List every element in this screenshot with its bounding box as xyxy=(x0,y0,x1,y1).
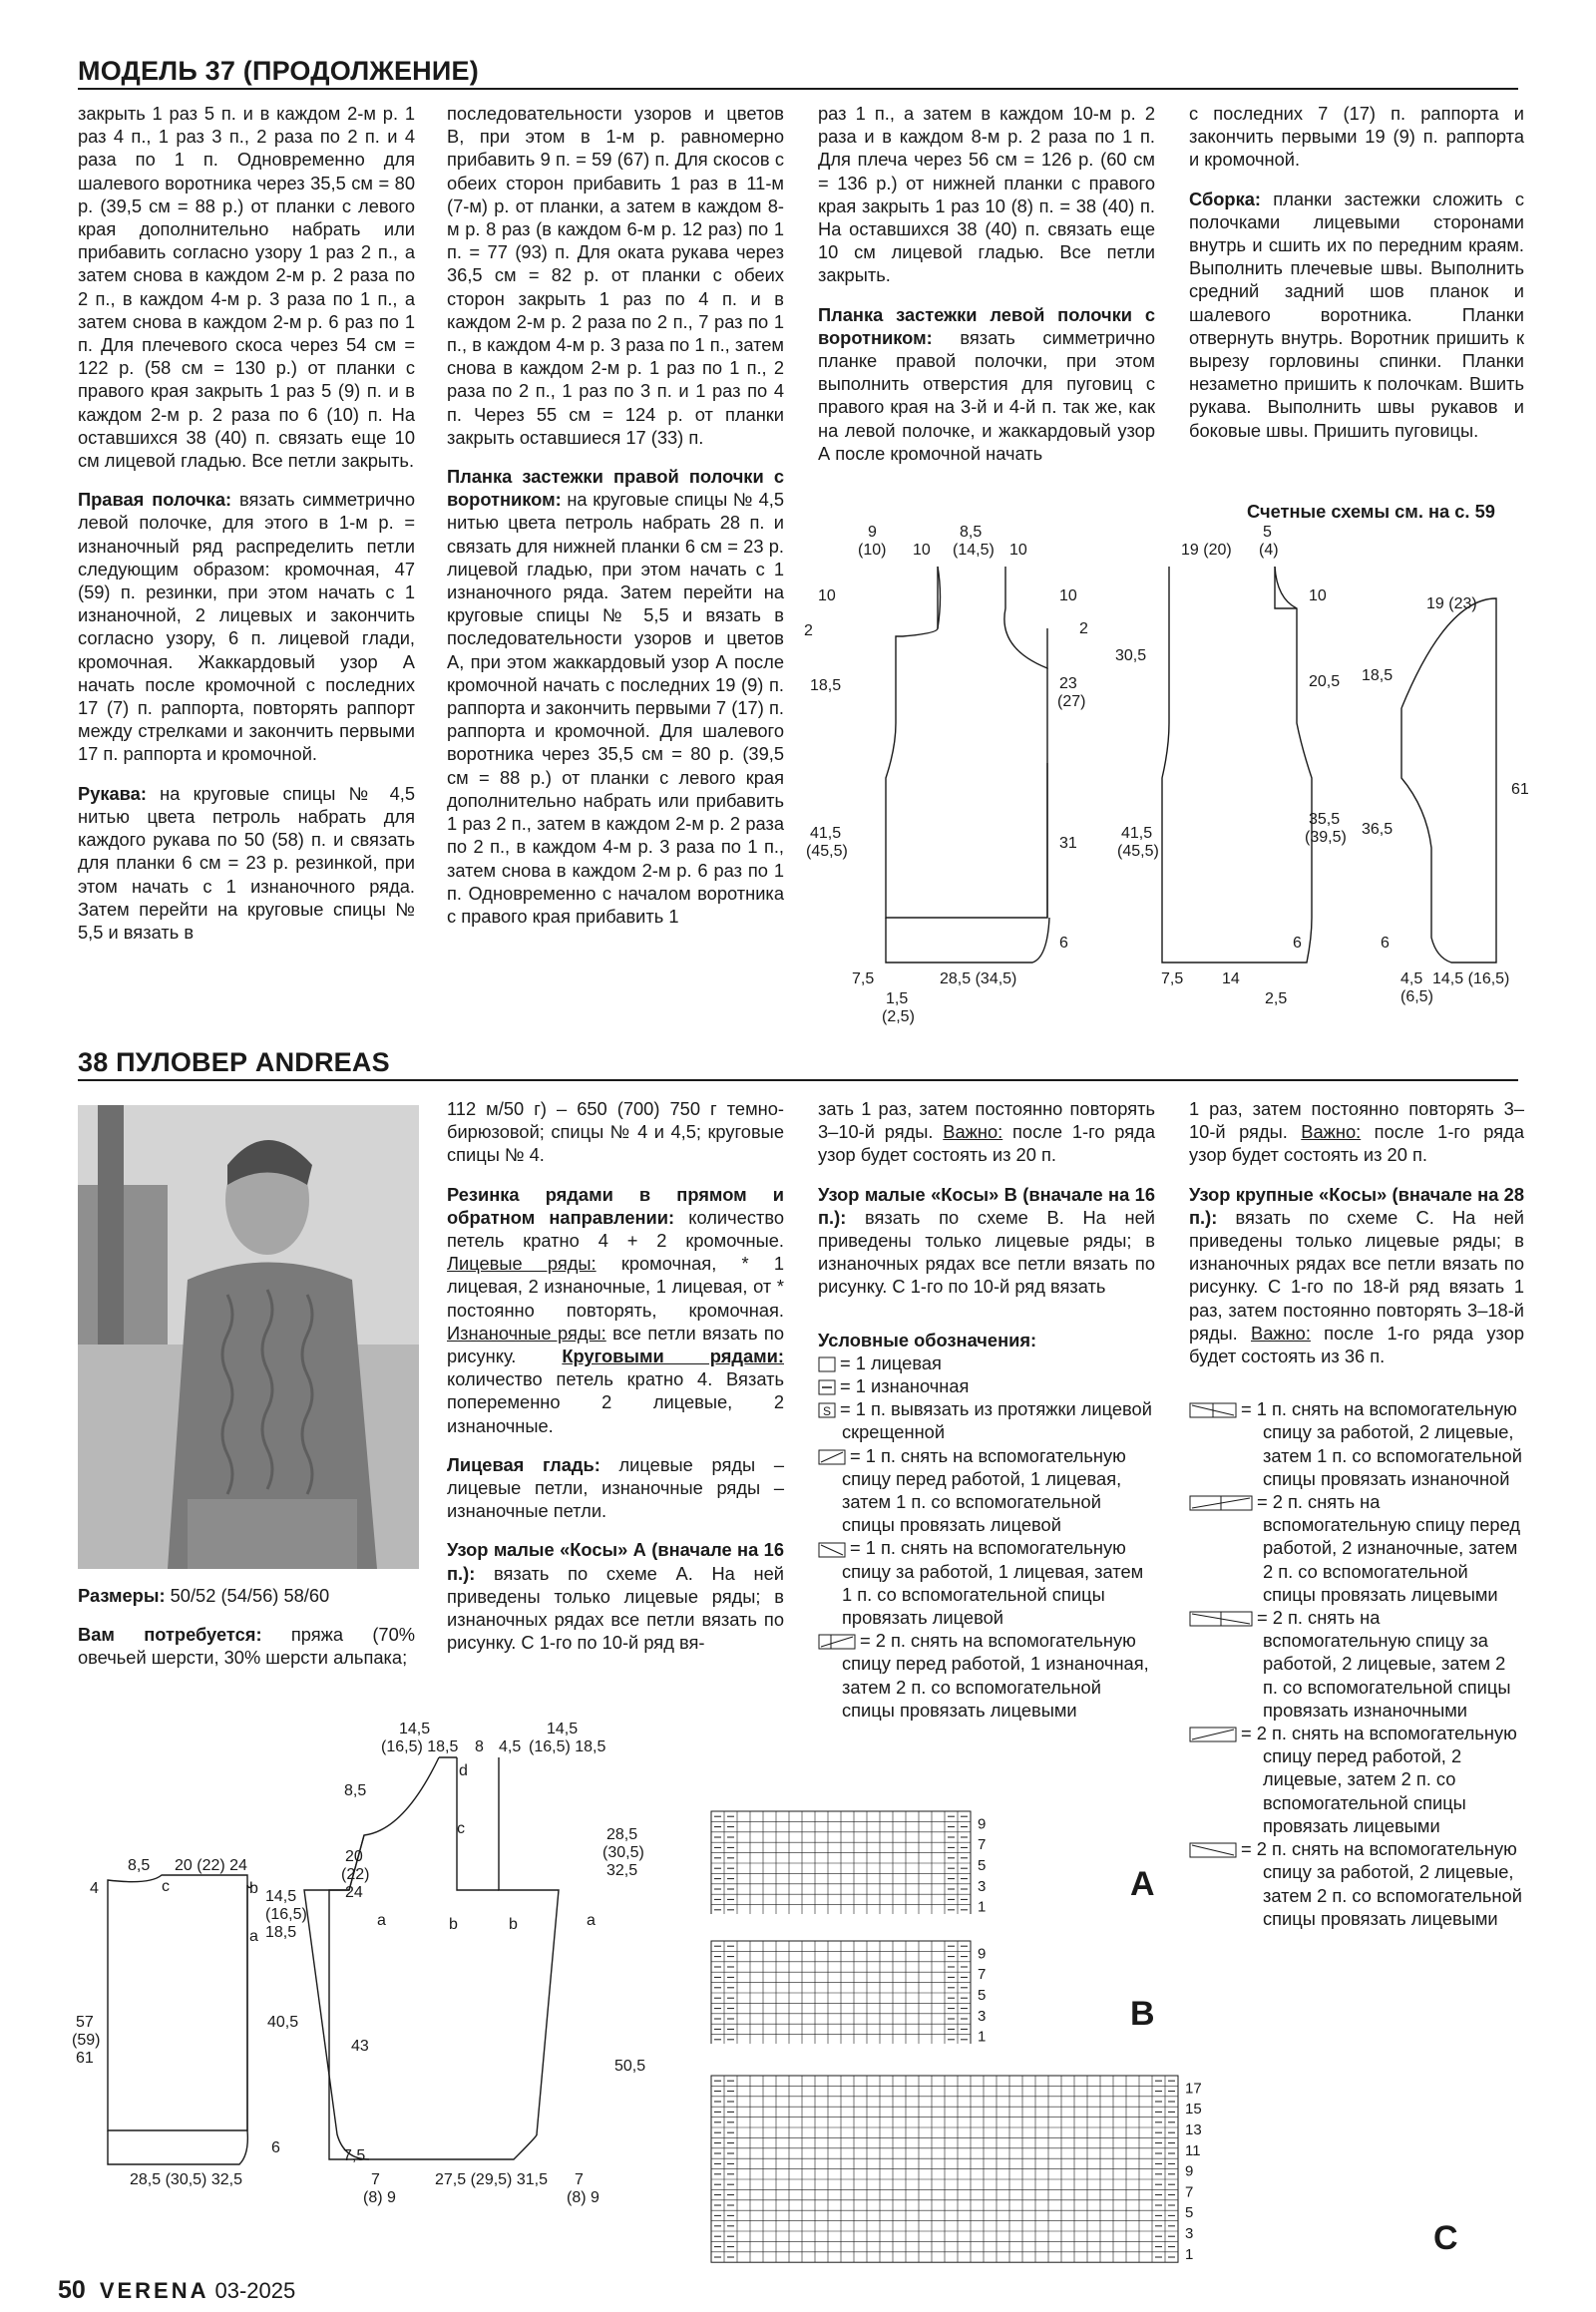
dim-label: (8) 9 xyxy=(567,2189,599,2206)
dim-label: (10) xyxy=(858,542,887,559)
chart-row-number: 1 xyxy=(978,2028,987,2044)
chart-row-number: 9 xyxy=(978,1945,987,1963)
paragraph xyxy=(78,1623,415,1669)
heading: Узор малые «Косы» В (вначале на 16 п.): xyxy=(818,1183,1155,1228)
dim-label: 19 (20) xyxy=(1181,542,1232,559)
issue-number: 03-2025 xyxy=(214,2278,296,2303)
text: пряжа (70% овечьей шерсти, 30% шерсти альпака; xyxy=(78,1624,415,1669)
svg-text:S: S xyxy=(823,1404,832,1419)
paragraph xyxy=(447,1183,784,1437)
legend-text: = 2 п. снять на вспомогательную спицу перед работой, 2 изнаночные, затем 2 п. со вспомогательной спицы провязать лицевыми xyxy=(1257,1491,1521,1605)
dim-label: 50,5 xyxy=(614,2058,646,2075)
legend-item xyxy=(1189,1397,1524,1490)
dim-label: 40,5 xyxy=(267,2014,299,2031)
underlined-text: Важно: xyxy=(1301,1121,1362,1143)
dim-label: 10 xyxy=(1009,542,1027,559)
text: после 1-го ряда узор будет состоять из 20 п. xyxy=(818,1121,1155,1166)
twisted-stitch-symbol-icon xyxy=(818,1402,836,1418)
dim-label: 9 xyxy=(868,524,877,541)
legend-item xyxy=(1189,1722,1524,1837)
dim-label: 2,5 xyxy=(1265,990,1288,1007)
chart-row-number: 9 xyxy=(978,1815,987,1833)
paragraph xyxy=(78,782,415,944)
chart-row-number: 5 xyxy=(978,1987,987,2004)
chart-b-grid xyxy=(710,1940,1129,2044)
cable-3st-symbol-icon xyxy=(818,1634,856,1650)
heading: Узор малые «Косы» А (вначале на 16 п.): xyxy=(447,1539,784,1584)
heading: Правая полочка: xyxy=(78,489,232,511)
dim-label: 23 xyxy=(1059,675,1077,692)
legend-item xyxy=(818,1397,1155,1443)
dim-label: (4) xyxy=(1259,542,1279,559)
dim-label: 36,5 xyxy=(1362,821,1394,838)
shape-point-a: a xyxy=(587,1912,596,1929)
legend-text: = 1 п. снять на вспомогательную спицу за работой, 2 лицевые, затем 1 п. со вспомогательной спицы провязать изнаночной xyxy=(1241,1398,1522,1489)
model-photo xyxy=(78,1105,419,1569)
text: планки застежки сложить с полочками лицевыми сторонами внутрь и сшить их по передним краям. Выполнить плечевые швы. Выполнить средний задний шов планок и шалевого воротника. Планки отвернуть внутрь. Воротник пришить к вырезу горловины спинки. Планки незаметно пришить к полочкам. Вшить рукава. Выполнить швы рукавов и боковые швы. Пришить пуговицы. xyxy=(1189,188,1524,441)
paragraph: последовательности узоров и цветов В, при этом в 1-м р. равномерно прибавить 9 п. = 59 (67) п. Для скосов с обеих сторон прибавить 1 раз в 11-м (7-м) р. от планки, а затем в каждом 8-м р. 8 раз (в каждом 6-м р. 12 раз) по 1 п. = 77 (93) п. Для оката рукава через 36,5 см = 82 р. от планки с обеих сторон закрыть 1 раз по 4 п. и в каждом 2-м р. 2 раза по 2 п., 7 раз по 1 п., в каждом 4-м р. 3 раза по 1 п., затем снова в каждом 2-м р. 1 раз по 1 п., 2 раза по 2 п., 1 раз по 3 п. и 1 раз по 4 п. Через 55 см = 124 р. от планки закрыть оставшиеся 17 (33) п. xyxy=(447,103,784,448)
paragraph xyxy=(818,1097,1155,1167)
photo-illustration xyxy=(78,1105,419,1569)
s2-column-1 xyxy=(78,1584,415,1686)
dim-label: 8,5 xyxy=(960,524,983,541)
page-number: 50 xyxy=(58,2276,86,2304)
dim-label: 14,5 xyxy=(547,1721,579,1737)
dim-label: 41,5 xyxy=(1121,825,1153,842)
legend-text: = 1 лицевая xyxy=(840,1351,942,1373)
dim-label: 6 xyxy=(1293,935,1302,952)
legend-text: = 1 п. снять на вспомогательную спицу перед работой, 1 лицевая, затем 1 п. со вспомогательной спицы провязать лицевой xyxy=(842,1444,1126,1536)
text: на круговые спицы № 4,5 нитью цвета петроль набрать 28 п. и связать для нижней планки 6 см = 23 р. лицевой гладью, при этом начать с 1 изнаночного ряда. Затем перейти на круговые спицы № 5,5 и вязать в последовательности узоров и цветов А, при этом жаккардовый узор А после кромочной начать с последних 19 (9) п. раппорта и закончить первыми 7 (17) п. раппорта и кромочной. Для шалевого воротника через 35,5 см = 80 р. (39,5 см = 88 р.) от планки с левого края дополнительно набрать или прибавить 1 раз 2 п., затем в каждом 2-м р. 2 раза по 2 п., в каждом 4-м р. 3 раза по 1 п., затем снова в каждом 2-м р. 6 раз по 1 п. Одновременно с началом воротника с правого края прибавить 1 xyxy=(447,489,784,927)
text: лицевые ряды – лицевые петли, изнаночные ряды – изнаночные петли. xyxy=(447,1453,784,1522)
dim-label: 14 xyxy=(1222,970,1240,987)
underlined-text: Важно: xyxy=(943,1121,1003,1143)
dim-label: 61 xyxy=(76,2050,94,2067)
section-rule xyxy=(78,88,1518,90)
shape-point-b: b xyxy=(449,1916,458,1933)
s1-column-2 xyxy=(447,102,784,944)
text: количество петель кратно 4 + 2 кромочные. xyxy=(447,1206,785,1252)
dim-label: (45,5) xyxy=(1117,843,1159,860)
dim-label: 20 (22) 24 xyxy=(175,1857,247,1874)
section-title-model-37: МОДЕЛЬ 37 (ПРОДОЛЖЕНИЕ) xyxy=(78,56,479,86)
shape-point-b: b xyxy=(509,1916,518,1933)
dim-label: 7,5 xyxy=(1161,970,1184,987)
paragraph xyxy=(818,1329,1155,1351)
cable-4st-left-symbol-icon xyxy=(1189,1727,1237,1742)
cable-purl-right-symbol-icon xyxy=(1189,1402,1237,1418)
heading: Лицевая гладь: xyxy=(447,1453,600,1475)
heading: Резинка рядами в прямом и обратном направлении: xyxy=(447,1183,784,1228)
cable-4st-purl-left-symbol-icon xyxy=(1189,1495,1253,1511)
dim-label: 35,5 xyxy=(1309,811,1341,828)
dim-label: (16,5) 18,5 xyxy=(381,1738,459,1755)
dim-label: 8 xyxy=(475,1738,484,1755)
dim-label: 18,5 xyxy=(265,1924,297,1941)
legend-item xyxy=(1189,1837,1524,1930)
heading: Планка застежки левой полочки с воротником: xyxy=(818,303,1155,348)
dim-label: 28,5 (34,5) xyxy=(940,970,1017,987)
shape-point-a: a xyxy=(377,1912,386,1929)
paragraph xyxy=(1189,188,1524,442)
dim-label: (16,5) xyxy=(265,1906,307,1923)
shape-point-c: c xyxy=(457,1820,465,1837)
dim-label: (22) xyxy=(341,1866,370,1883)
shape-point-c: c xyxy=(162,1878,170,1895)
dim-label: 6 xyxy=(271,2139,280,2156)
s2-pattern-diagram xyxy=(60,1716,698,2224)
s1-pattern-diagram xyxy=(798,519,1536,1037)
paragraph xyxy=(447,1453,784,1523)
dim-label: 57 xyxy=(76,2014,94,2031)
dim-label: 14,5 (16,5) xyxy=(1432,970,1510,987)
s1-column-3 xyxy=(818,102,1155,481)
dim-label: 28,5 (30,5) 32,5 xyxy=(130,2171,242,2188)
dim-label: 18,5 xyxy=(810,677,842,694)
paragraph: 112 м/50 г) – 650 (700) 750 г темно-бирюзовой; спицы № 4 и 4,5; круговые спицы № 4. xyxy=(447,1098,784,1166)
legend-item xyxy=(818,1444,1155,1537)
chart-row-number: 3 xyxy=(978,1877,987,1895)
text: 1 раз, затем постоянно повторять 3–10-й ряды. xyxy=(1189,1098,1524,1143)
chart-row-number: 3 xyxy=(1185,2225,1194,2242)
text: вязать симметрично планке правой полочки, при этом выполнить отверстия для пуговиц с правого края на 3-й и 4-й п. так же, как на левой полочке, и жаккардовый узор А после кромочной начать xyxy=(818,326,1155,464)
purl-symbol-icon xyxy=(818,1379,836,1395)
heading: Размеры: xyxy=(78,1585,166,1606)
shape-point-a: a xyxy=(249,1928,258,1945)
dim-label: (2,5) xyxy=(882,1008,915,1025)
dim-label: 8,5 xyxy=(344,1782,367,1799)
dim-label: 6 xyxy=(1381,935,1390,952)
dim-label: 41,5 xyxy=(810,825,842,842)
chart-row-number: 1 xyxy=(978,1898,987,1914)
s2-column-4 xyxy=(1189,1097,1524,1930)
dim-label: 14,5 xyxy=(399,1721,431,1737)
dim-label: 14,5 xyxy=(265,1888,297,1905)
underlined-heading: Круговыми рядами: xyxy=(562,1346,784,1367)
legend-text: = 1 п. снять на вспомогательную спицу за работой, 1 лицевая, затем 1 п. со вспомогательной спицы провязать лицевой xyxy=(842,1537,1144,1629)
dim-label: 7 xyxy=(371,2171,380,2188)
schemes-reference-note: Счетные схемы см. на с. 59 xyxy=(1247,501,1495,522)
dim-label: 7,5 xyxy=(343,2147,366,2164)
legend-item xyxy=(1189,1606,1524,1722)
magazine-name: VERENA xyxy=(99,2278,209,2303)
dim-label: 61 xyxy=(1511,781,1529,798)
dim-label: (8) 9 xyxy=(363,2189,396,2206)
dim-label: 8,5 xyxy=(128,1857,151,1874)
paragraph: закрыть 1 раз 5 п. и в каждом 2-м р. 1 раз 4 п., 1 раз 3 п., 2 раза по 2 п. и 4 раза по 1 п. Одновременно для шалевого воротника через 35,5 см = 80 р. (39,5 см = 88 р.) от планки с левого края дополнительно набрать или прибавить согласно узору 1 раз 2 п., а затем снова в каждом 2-м р. 2 раза по 2 п., в каждом 4-м р. 3 раза по 1 п., а затем снова в каждом 2-м р. 6 раз по 1 п. Для плечевого скоса через 54 см = 122 р. (58 см = 130 р.) от планки с правого края закрыть 1 раз 5 (9) п. и в каждом 2-м р. 2 раза по 6 (10) п. На оставшихся 38 (40) п. связать еще 10 см лицевой гладью. Все петли закрыть. xyxy=(78,103,415,472)
paragraph xyxy=(1189,1097,1524,1167)
shape-point-d: d xyxy=(459,1762,468,1779)
page-footer xyxy=(58,2276,295,2305)
dim-label: 4,5 xyxy=(499,1738,522,1755)
heading: Сборка: xyxy=(1189,188,1261,209)
dim-label: 43 xyxy=(351,2038,369,2055)
chart-row-number: 1 xyxy=(1185,2245,1194,2263)
legend-text: = 2 п. снять на вспомогательную спицу перед работой, 1 изнаночная, затем 2 п. со вспомогательной спицы провязать лицевыми xyxy=(842,1630,1149,1721)
heading: Узор крупные «Косы» (вначале на 28 п.): xyxy=(1189,1183,1524,1228)
dim-label: 10 xyxy=(913,542,931,559)
dim-label: 28,5 xyxy=(606,1826,638,1843)
heading: Рукава: xyxy=(78,782,147,804)
dim-label: 4,5 xyxy=(1400,970,1423,987)
section-title-model-38: 38 ПУЛОВЕР ANDREAS xyxy=(78,1047,390,1077)
dim-label: 1,5 xyxy=(886,990,909,1007)
shape-point-b: b xyxy=(249,1880,258,1897)
underlined-text: Лицевые ряды: xyxy=(447,1253,597,1275)
dim-label: 10 xyxy=(1309,587,1327,604)
text: вязать симметрично левой полочке, для этого в 1-м р. = изнаночный ряд распределить петли следующим образом: кромочная, 47 (59) п. резинки, при этом начать с 1 изнаночной, 2 лицевых и закончить согласно узору, 6 п. лицевой глади, кромочная. Жаккардовый узор А начать после кромочной с последних 17 (7) п. раппорта, повторять раппорт между стрелками и закончить первыми 17 п. раппорта и кромочной. xyxy=(78,489,415,765)
dim-label: (45,5) xyxy=(806,843,848,860)
legend-item xyxy=(818,1536,1155,1629)
legend-item xyxy=(818,1351,1155,1374)
dim-label: 4 xyxy=(90,1880,99,1897)
paragraph: с последних 7 (17) п. раппорта и закончить первыми 19 (9) п. раппорта и кромочной. xyxy=(1189,103,1524,171)
dim-label: 32,5 xyxy=(606,1862,638,1879)
cable-4st-right-symbol-icon xyxy=(1189,1842,1237,1858)
dim-label: 2 xyxy=(804,622,813,639)
chart-row-number: 11 xyxy=(1185,2141,1201,2159)
chart-row-number: 7 xyxy=(1185,2183,1194,2201)
dim-label: 7,5 xyxy=(852,970,875,987)
dim-label: 10 xyxy=(1059,587,1077,604)
s1-column-1 xyxy=(78,102,415,960)
chart-row-number: 5 xyxy=(1185,2204,1194,2222)
text: зать 1 раз, затем постоянно повторять 3–10-й ряды. xyxy=(818,1098,1155,1143)
dim-label: (6,5) xyxy=(1400,988,1433,1005)
chart-row-number: 17 xyxy=(1185,2080,1202,2098)
s1-column-4 xyxy=(1189,102,1524,458)
heading: Вам потребуется: xyxy=(78,1624,262,1646)
paragraph xyxy=(447,1538,784,1654)
chart-row-number: 7 xyxy=(978,1966,987,1984)
text: вязать по схеме С. На ней приведены только лицевые ряды; в изнаночных рядах все петли вязать по рисунку. С 1-го по 18-й ряд вязать 1 раз, затем постоянно повторять 3–18-й ряды. xyxy=(1189,1206,1524,1344)
dim-label: (39,5) xyxy=(1305,829,1347,846)
underlined-text: Важно: xyxy=(1251,1322,1311,1344)
paragraph: раз 1 п., а затем в каждом 10-м р. 2 раза и в каждом 8-м р. 2 раза по 1 п. Для плеча через 56 см = 126 р. (60 см = 136 р.) от нижней планки с правого края закрыть 1 раз 10 (8) п. = 38 (40) п. На оставшихся 38 (40) п. связать еще 10 см лицевой гладью. Все петли закрыть. xyxy=(818,103,1155,286)
underlined-text: Изнаночные ряды: xyxy=(447,1322,606,1344)
s2-column-3 xyxy=(818,1097,1155,1722)
dim-label: 5 xyxy=(1263,524,1272,541)
legend-item xyxy=(818,1374,1155,1397)
chart-a-grid xyxy=(710,1810,1129,1914)
text: количество петель кратно 4. Вязать попеременно 2 лицевые, 2 изнаночные. xyxy=(447,1368,784,1436)
text: все петли вязать по рисунку. xyxy=(447,1322,784,1367)
chart-c-grid xyxy=(710,2075,1428,2264)
paragraph xyxy=(78,488,415,765)
dim-label: 10 xyxy=(818,587,836,604)
dim-label: 20 xyxy=(345,1848,363,1865)
chart-row-number: 3 xyxy=(978,2007,987,2025)
dim-label: (27) xyxy=(1057,693,1086,710)
heading: Условные обозначения: xyxy=(818,1329,1037,1350)
paragraph xyxy=(447,465,784,928)
dim-label: 6 xyxy=(1059,935,1068,952)
dim-label: 20,5 xyxy=(1309,673,1341,690)
heading: Планка застежки правой полочки с воротником: xyxy=(447,466,784,511)
dim-label: 24 xyxy=(345,1884,363,1901)
paragraph xyxy=(1189,1183,1524,1368)
paragraph xyxy=(78,1584,415,1607)
dim-label: (14,5) xyxy=(953,542,995,559)
section-rule xyxy=(78,1079,1518,1081)
dim-label: 2 xyxy=(1079,620,1088,637)
dim-label: (30,5) xyxy=(602,1844,644,1861)
text: после 1-го ряда узор будет состоять из 20 п. xyxy=(1189,1121,1524,1166)
chart-row-number: 5 xyxy=(978,1857,987,1874)
legend-text: = 1 п. вывязать из протяжки лицевой скрещенной xyxy=(840,1398,1152,1443)
dim-label: 19 (23) xyxy=(1426,595,1477,612)
s2-column-2 xyxy=(447,1097,784,1670)
chart-a-letter: A xyxy=(1130,1865,1155,1903)
chart-row-number: 7 xyxy=(978,1836,987,1854)
knit-symbol-icon xyxy=(818,1356,836,1372)
cable-4st-purl-right-symbol-icon xyxy=(1189,1611,1253,1627)
text: кромочная, * 1 лицевая, 2 изнаночные, 1 лицевая, от * постоянно повторять, кромочная. xyxy=(447,1253,784,1321)
dim-label: 18,5 xyxy=(1362,667,1394,684)
dim-label: 31 xyxy=(1059,835,1077,852)
cable-right-symbol-icon xyxy=(818,1542,846,1558)
text: на круговые спицы № 4,5 нитью цвета петроль набрать для каждого рукава по 50 (58) п. и связать для планки 6 см = 23 р. резинкой, при этом начать с 1 изнаночного ряда. Затем перейти на круговые спицы № 5,5 и вязать в xyxy=(78,782,415,943)
legend-text: = 2 п. снять на вспомогательную спицу за работой, 2 лицевые, затем 2 п. со вспомогательной спицы провязать изнаночными xyxy=(1257,1607,1511,1721)
chart-c-letter: C xyxy=(1433,2219,1458,2257)
dim-label: 7 xyxy=(575,2171,584,2188)
text: 50/52 (54/56) 58/60 xyxy=(165,1585,330,1606)
legend-item xyxy=(1189,1490,1524,1606)
legend-text: = 2 п. снять на вспомогательную спицу за работой, 2 лицевые, затем 2 п. со вспомогательной спицы провязать лицевыми xyxy=(1241,1838,1522,1929)
chart-row-number: 9 xyxy=(1185,2162,1194,2180)
text: вязать по схеме В. На ней приведены только лицевые ряды; в изнаночных рядах все петли вязать по рисунку. С 1-го по 10-й ряд вязать xyxy=(818,1206,1155,1298)
dim-label: (16,5) 18,5 xyxy=(529,1738,606,1755)
legend-text: = 2 п. снять на вспомогательную спицу перед работой, 2 лицевые, затем 2 п. со вспомогательной спицы провязать лицевыми xyxy=(1241,1723,1517,1836)
text: после 1-го ряда узор будет состоять из 36 п. xyxy=(1189,1322,1524,1367)
chart-b-letter: B xyxy=(1130,1995,1155,2033)
legend-list xyxy=(818,1351,1155,1722)
dim-label: (59) xyxy=(72,2032,101,2049)
legend-item xyxy=(818,1629,1155,1722)
chart-row-number: 13 xyxy=(1185,2121,1202,2138)
text: вязать по схеме А. На ней приведены только лицевые ряды; в изнаночных рядах все петли вязать по рисунку. С 1-го по 10-й ряд вя- xyxy=(447,1562,784,1654)
legend-list xyxy=(1189,1397,1524,1930)
paragraph xyxy=(818,1183,1155,1299)
chart-row-number: 15 xyxy=(1185,2101,1202,2119)
cable-left-symbol-icon xyxy=(818,1449,846,1465)
dim-label: 30,5 xyxy=(1115,647,1147,664)
dim-label: 27,5 (29,5) 31,5 xyxy=(435,2171,548,2188)
legend-text: = 1 изнаночная xyxy=(840,1375,970,1397)
paragraph xyxy=(818,303,1155,465)
